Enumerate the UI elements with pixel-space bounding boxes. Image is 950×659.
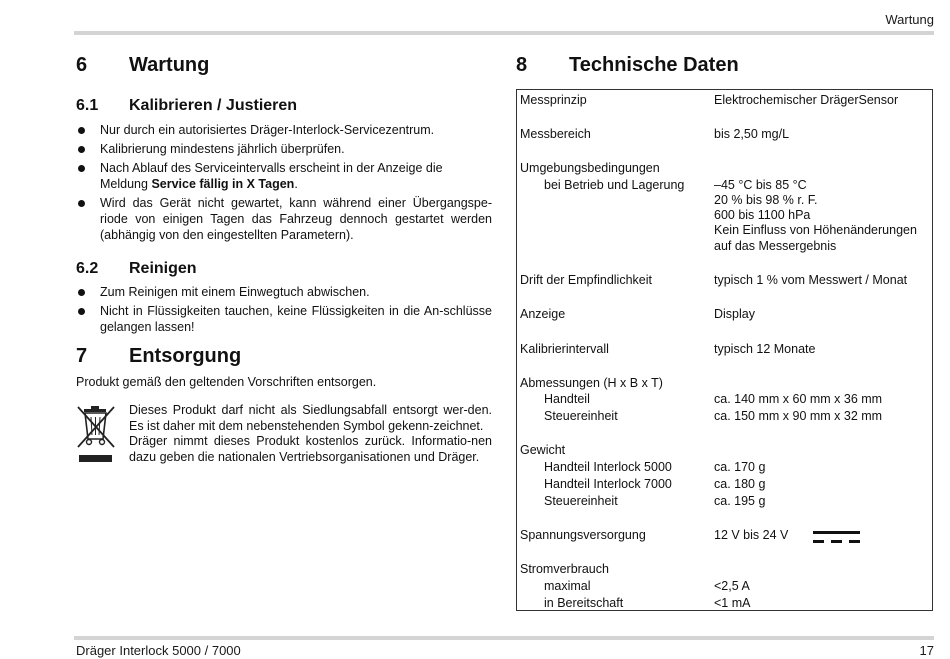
list-item bbox=[76, 122, 492, 138]
bullet-icon bbox=[78, 165, 85, 172]
disposal-intro: Produkt gemäß den geltenden Vorschriften entsorgen. bbox=[76, 375, 377, 389]
spec-label: maximal bbox=[544, 579, 591, 593]
spec-label: Kalibrierintervall bbox=[520, 342, 609, 356]
spec-value: Kein Einfluss von Höhenänderungen bbox=[714, 223, 917, 237]
subsection-number: 6.2 bbox=[76, 260, 99, 277]
spec-value: auf das Messergebnis bbox=[714, 239, 837, 253]
bullet-text: Nach Ablauf des Serviceintervalls erscheint in der Anzeige die Meldung bbox=[100, 161, 443, 191]
subsection-title: Kalibrieren / Justieren bbox=[129, 97, 298, 114]
subsection-6-2-heading bbox=[76, 260, 476, 280]
spec-label: Handteil Interlock 5000 bbox=[544, 460, 672, 474]
spec-value: bis 2,50 mg/L bbox=[714, 127, 790, 141]
spec-value: <2,5 A bbox=[714, 579, 750, 593]
section-8-heading bbox=[516, 54, 916, 78]
bullet-icon bbox=[78, 308, 85, 315]
spec-value: ca. 180 g bbox=[714, 477, 766, 491]
spec-label: Messbereich bbox=[520, 127, 591, 141]
spec-group-label: Umgebungsbedingungen bbox=[520, 161, 660, 175]
crossed-out-wheelie-bin-icon bbox=[76, 405, 116, 465]
footer-product-name: Dräger Interlock 5000 / 7000 bbox=[76, 643, 241, 658]
disposal-text bbox=[129, 403, 492, 465]
subsection-6-1-heading bbox=[76, 97, 476, 117]
technical-data-table bbox=[516, 89, 933, 611]
section-7-heading bbox=[76, 345, 476, 369]
spec-value: <1 mA bbox=[714, 596, 751, 610]
spec-value: typisch 12 Monate bbox=[714, 342, 816, 356]
spec-label: Steuereinheit bbox=[544, 409, 618, 423]
subsection-title: Reinigen bbox=[129, 260, 197, 277]
spec-group-label: Abmessungen (H x B x T) bbox=[520, 376, 663, 390]
list-item bbox=[76, 141, 492, 157]
cleaning-bullet-list bbox=[76, 284, 492, 338]
spec-label: Drift der Empfindlichkeit bbox=[520, 273, 652, 287]
subsection-number: 6.1 bbox=[76, 97, 99, 114]
page-number: 17 bbox=[919, 643, 934, 658]
bullet-text-end: . bbox=[294, 177, 298, 191]
service-message: Service fällig in X Tagen bbox=[151, 177, 295, 191]
spec-value: –45 °C bis 85 °C bbox=[714, 178, 807, 192]
list-item bbox=[76, 195, 492, 243]
spec-value: ca. 150 mm x 90 mm x 32 mm bbox=[714, 409, 883, 423]
dc-voltage-symbol-icon bbox=[812, 528, 862, 546]
spec-label: Anzeige bbox=[520, 307, 566, 321]
footer-rule bbox=[74, 636, 934, 640]
bullet-icon bbox=[78, 146, 85, 153]
section-number: 6 bbox=[76, 54, 88, 76]
spec-value: ca. 195 g bbox=[714, 494, 766, 508]
bullet-text: Zum Reinigen mit einem Einwegtuch abwischen. bbox=[100, 285, 370, 299]
spec-value: typisch 1 % vom Messwert / Monat bbox=[714, 273, 908, 287]
bullet-text: Wird das Gerät nicht gewartet, kann während einer Übergangspe-riode von einigen Tagen das Fahrzeug dennoch gestartet werden (abhängig von den eingestellten Parametern). bbox=[100, 196, 492, 242]
bullet-icon bbox=[78, 200, 85, 207]
section-title: Entsorgung bbox=[129, 345, 242, 367]
bullet-text: Nicht in Flüssigkeiten tauchen, keine Flüssigkeiten in die An-schlüsse gelangen lassen! bbox=[100, 304, 492, 334]
list-item bbox=[76, 160, 492, 192]
running-title: Wartung bbox=[885, 12, 934, 27]
header-rule bbox=[74, 31, 934, 35]
bullet-text: Kalibrierung mindestens jährlich überprüfen. bbox=[100, 142, 345, 156]
spec-group-label: Stromverbrauch bbox=[520, 562, 609, 576]
section-title: Wartung bbox=[129, 54, 210, 76]
list-item bbox=[76, 303, 492, 335]
spec-value: ca. 170 g bbox=[714, 460, 766, 474]
disposal-paragraph: Dieses Produkt darf nicht als Siedlungsabfall entsorgt wer-den. Es ist daher mit dem nebenstehenden Symbol gekenn-zeichnet. bbox=[129, 403, 492, 433]
list-item bbox=[76, 284, 492, 300]
spec-label: Handteil bbox=[544, 392, 590, 406]
spec-value: 600 bis 1100 hPa bbox=[714, 208, 811, 222]
spec-label: Spannungsversorgung bbox=[520, 528, 646, 542]
spec-label: bei Betrieb und Lagerung bbox=[544, 178, 685, 192]
bullet-text: Nur durch ein autorisiertes Dräger-Interlock-Servicezentrum. bbox=[100, 123, 435, 137]
section-title: Technische Daten bbox=[569, 54, 739, 76]
spec-value: 12 V bis 24 V bbox=[714, 528, 789, 542]
spec-label: in Bereitschaft bbox=[544, 596, 624, 610]
bullet-icon bbox=[78, 289, 85, 296]
bullet-icon bbox=[78, 127, 85, 134]
spec-label: Handteil Interlock 7000 bbox=[544, 477, 672, 491]
calibration-bullet-list bbox=[76, 122, 492, 246]
spec-value: 20 % bis 98 % r. F. bbox=[714, 193, 818, 207]
spec-label: Steuereinheit bbox=[544, 494, 618, 508]
section-number: 8 bbox=[516, 54, 528, 76]
spec-group-label: Gewicht bbox=[520, 443, 566, 457]
spec-value: Elektrochemischer DrägerSensor bbox=[714, 93, 899, 107]
section-number: 7 bbox=[76, 345, 88, 367]
spec-value: ca. 140 mm x 60 mm x 36 mm bbox=[714, 392, 883, 406]
spec-label: Messprinzip bbox=[520, 93, 587, 107]
spec-value: Display bbox=[714, 307, 755, 321]
disposal-paragraph: Dräger nimmt dieses Produkt kostenlos zurück. Informatio-nen dazu geben die nationalen Vertriebsorganisationen und Dräger. bbox=[129, 434, 492, 464]
section-6-heading bbox=[76, 54, 476, 78]
